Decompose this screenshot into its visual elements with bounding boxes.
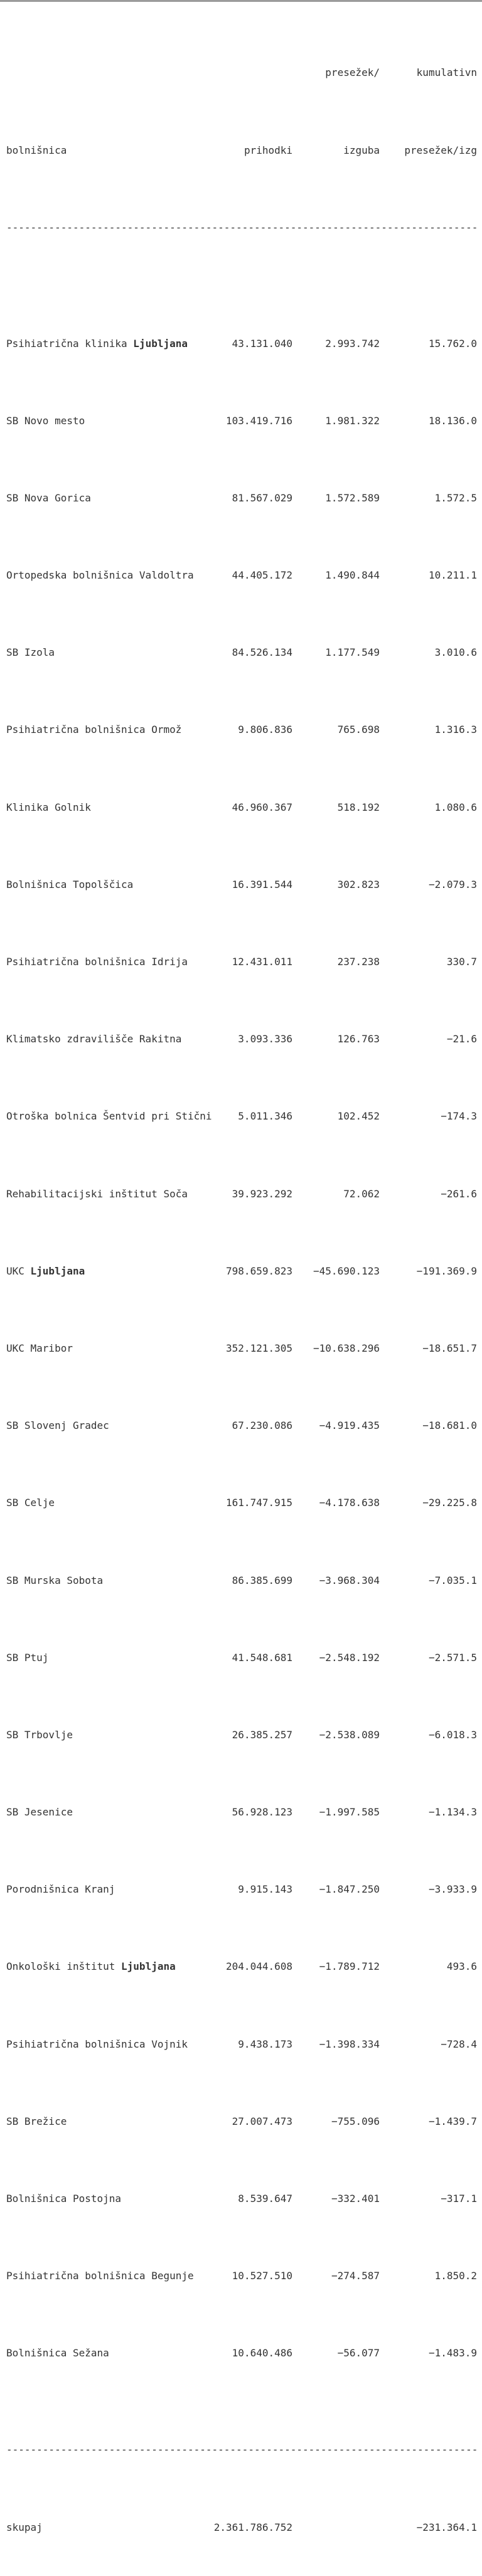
kumulativni-cell: 15.762.0 [428,337,477,350]
prihodki-cell: 84.526.134 [232,646,292,659]
prihodki-cell: 9.438.173 [238,2038,292,2050]
hospital-name-cell: Bolnišnica Postojna [6,2193,122,2205]
table-row [6,2267,482,2286]
table-row [6,1571,482,1591]
prihodki-cell: 8.539.647 [238,2193,292,2205]
presezek-izguba-cell: 1.572.589 [325,491,380,504]
hospital-name-cell: Onkološki inštitut Ljubljana [6,1960,176,1973]
prihodki-cell: 5.011.346 [238,1110,292,1123]
table-row [6,1185,482,1204]
separator-line-bottom: ------------------------------------------------------------------------------ [6,2444,478,2456]
column-header-kumulativn-line1: kumulativn [416,67,477,79]
prihodki-cell: 56.928.123 [232,1806,292,1819]
presezek-izguba-cell: −45.690.123 [313,1264,380,1277]
hospital-name-cell: SB Izola [6,646,55,659]
table-row [6,566,482,585]
kumulativni-cell: −18.651.7 [422,1342,477,1354]
presezek-izguba-cell: −1.398.334 [319,2038,380,2050]
total-kumulativni: −231.364.1 [416,2521,477,2533]
hospital-name-cell: Psihiatrična bolnišnica Idrija [6,956,188,968]
hospital-name-cell: SB Brežice [6,2115,67,2127]
prihodki-cell: 39.923.292 [232,1187,292,1200]
hospital-name-cell: Psihiatrična bolnišnica Vojnik [6,2038,188,2050]
prihodki-cell: 204.044.608 [226,1960,292,1973]
table-body [6,296,482,2383]
presezek-izguba-cell: −10.638.296 [313,1342,380,1354]
hospital-name-cell: Ortopedska bolnišnica Valdoltra [6,569,194,582]
table-row [6,1030,482,1049]
header-row-2 [6,141,482,161]
header-row-1 [6,63,482,83]
hospital-name-cell: SB Trbovlje [6,1728,73,1741]
prihodki-cell: 67.230.086 [232,1419,292,1432]
table-row [6,1726,482,1745]
kumulativni-cell: 330.7 [446,956,477,968]
prihodki-cell: 27.007.473 [232,2115,292,2127]
column-header-izguba: izguba [343,144,380,156]
hospital-name-cell: Klimatsko zdravilišče Rakitna [6,1033,182,1045]
column-header-presezek-line1: presežek/ [325,67,380,79]
table-row [6,1803,482,1822]
presezek-izguba-cell: 237.238 [337,956,380,968]
kumulativni-cell: −29.225.8 [422,1497,477,1509]
prihodki-cell: 103.419.716 [226,414,292,427]
presezek-izguba-cell: 126.763 [337,1033,380,1045]
table-row [6,875,482,895]
hospital-name-cell: Otroška bolnica Šentvid pri Stični [6,1110,212,1123]
hospital-name-cell: Bolnišnica Sežana [6,2347,109,2360]
presezek-izguba-cell: 1.177.549 [325,646,380,659]
hospital-name-cell: SB Ptuj [6,1651,49,1664]
table-row [6,2112,482,2132]
kumulativni-cell: 1.850.2 [434,2270,477,2282]
presezek-izguba-cell: 1.981.322 [325,414,380,427]
kumulativni-cell: −6.018.3 [428,1728,477,1741]
hospital-name-cell: SB Murska Sobota [6,1574,104,1586]
table-row [6,798,482,818]
total-label: skupaj [6,2521,43,2533]
hospital-name-cell: UKC Maribor [6,1342,73,1354]
prihodki-cell: 10.527.510 [232,2270,292,2282]
hospital-finance-table [0,2,482,2576]
presezek-izguba-cell: 2.993.742 [325,337,380,350]
kumulativni-cell: 1.316.3 [434,724,477,736]
kumulativni-cell: −7.035.1 [428,1574,477,1586]
hospital-name-cell: Bolnišnica Topolščica [6,878,134,890]
kumulativni-cell: −21.6 [446,1033,477,1045]
prihodki-cell: 44.405.172 [232,569,292,582]
table-row [6,2035,482,2055]
presezek-izguba-cell: −1.847.250 [319,1883,380,1896]
presezek-izguba-cell: −755.096 [331,2115,380,2127]
kumulativni-cell: 493.6 [446,1960,477,1973]
table-row [6,1649,482,1668]
hospital-name-cell: SB Novo mesto [6,414,85,427]
prihodki-cell: 9.915.143 [238,1883,292,1896]
hospital-name-cell: Psihiatrična bolnišnica Ormož [6,724,182,736]
hospital-name-cell: Klinika Golnik [6,801,91,813]
kumulativni-cell: −317.1 [441,2193,477,2205]
kumulativni-cell: −2.079.3 [428,878,477,890]
table-row [6,1957,482,1977]
prihodki-cell: 161.747.915 [226,1497,292,1509]
presezek-izguba-cell: −2.538.089 [319,1728,380,1741]
table-row [6,412,482,431]
kumulativni-cell: −1.483.9 [428,2347,477,2360]
kumulativni-cell: 1.080.6 [434,801,477,813]
presezek-izguba-cell: 1.490.844 [325,569,380,582]
hospital-name-cell: UKC Ljubljana [6,1264,85,1277]
table-row [6,1416,482,1436]
prihodki-cell: 352.121.305 [226,1342,292,1354]
hospital-name-cell: Rehabilitacijski inštitut Soča [6,1187,188,1200]
table-row [6,489,482,508]
hospital-name-cell: SB Slovenj Gradec [6,1419,109,1432]
kumulativni-cell: −191.369.9 [416,1264,477,1277]
prihodki-cell: 16.391.544 [232,878,292,890]
presezek-izguba-cell: 518.192 [337,801,380,813]
presezek-izguba-cell: −4.178.638 [319,1497,380,1509]
table-row [6,1262,482,1281]
presezek-izguba-cell: 72.062 [343,1187,380,1200]
table-row [6,1494,482,1513]
table-row [6,1107,482,1126]
presezek-izguba-cell: −56.077 [337,2347,380,2360]
prihodki-cell: 26.385.257 [232,1728,292,1741]
kumulativni-cell: −728.4 [441,2038,477,2050]
kumulativni-cell: −261.6 [441,1187,477,1200]
kumulativni-cell: −2.571.5 [428,1651,477,1664]
kumulativni-cell: 18.136.0 [428,414,477,427]
kumulativni-cell: 3.010.6 [434,646,477,659]
column-header-prihodki: prihodki [244,144,292,156]
presezek-izguba-cell: −274.587 [331,2270,380,2282]
hospital-name-cell: SB Jesenice [6,1806,73,1819]
presezek-izguba-cell: −2.548.192 [319,1651,380,1664]
separator-line-top: ------------------------------------------------------------------------------ [6,221,478,233]
presezek-izguba-cell: 102.452 [337,1110,380,1123]
prihodki-cell: 798.659.823 [226,1264,292,1277]
table-row [6,2344,482,2363]
prihodki-cell: 9.806.836 [238,724,292,736]
kumulativni-cell: −1.134.3 [428,1806,477,1819]
prihodki-cell: 3.093.336 [238,1033,292,1045]
column-header-bolnisnica: bolnišnica [6,144,67,156]
table-row [6,334,482,354]
table-row [6,953,482,972]
hospital-name-cell: Psihiatrična bolnišnica Begunje [6,2270,194,2282]
presezek-izguba-cell: 765.698 [337,724,380,736]
kumulativni-cell: −18.681.0 [422,1419,477,1432]
prihodki-cell: 12.431.011 [232,956,292,968]
table-row [6,1339,482,1359]
prihodki-cell: 81.567.029 [232,491,292,504]
hospital-name-cell: SB Nova Gorica [6,491,91,504]
kumulativni-cell: −1.439.7 [428,2115,477,2127]
presezek-izguba-cell: −332.401 [331,2193,380,2205]
table-row [6,643,482,663]
kumulativni-cell: −174.3 [441,1110,477,1123]
table-row [6,2189,482,2209]
prihodki-cell: 43.131.040 [232,337,292,350]
prihodki-cell: 46.960.367 [232,801,292,813]
column-header-presezek-izg: presežek/izg [404,144,477,156]
hospital-name-cell: Psihiatrična klinika Ljubljana [6,337,188,350]
kumulativni-cell: −3.933.9 [428,1883,477,1896]
presezek-izguba-cell: 302.823 [337,878,380,890]
table-row [6,720,482,740]
presezek-izguba-cell: −1.997.585 [319,1806,380,1819]
prihodki-cell: 10.640.486 [232,2347,292,2360]
kumulativni-cell: 1.572.5 [434,491,477,504]
presezek-izguba-cell: −1.789.712 [319,1960,380,1973]
total-row [6,2518,482,2538]
table-row [6,1880,482,1900]
hospital-name-cell: Porodnišnica Kranj [6,1883,115,1896]
prihodki-cell: 86.385.699 [232,1574,292,1586]
presezek-izguba-cell: −3.968.304 [319,1574,380,1586]
total-prihodki: 2.361.786.752 [213,2521,292,2533]
prihodki-cell: 41.548.681 [232,1651,292,1664]
kumulativni-cell: 10.211.1 [428,569,477,582]
presezek-izguba-cell: −4.919.435 [319,1419,380,1432]
hospital-name-cell: SB Celje [6,1497,55,1509]
